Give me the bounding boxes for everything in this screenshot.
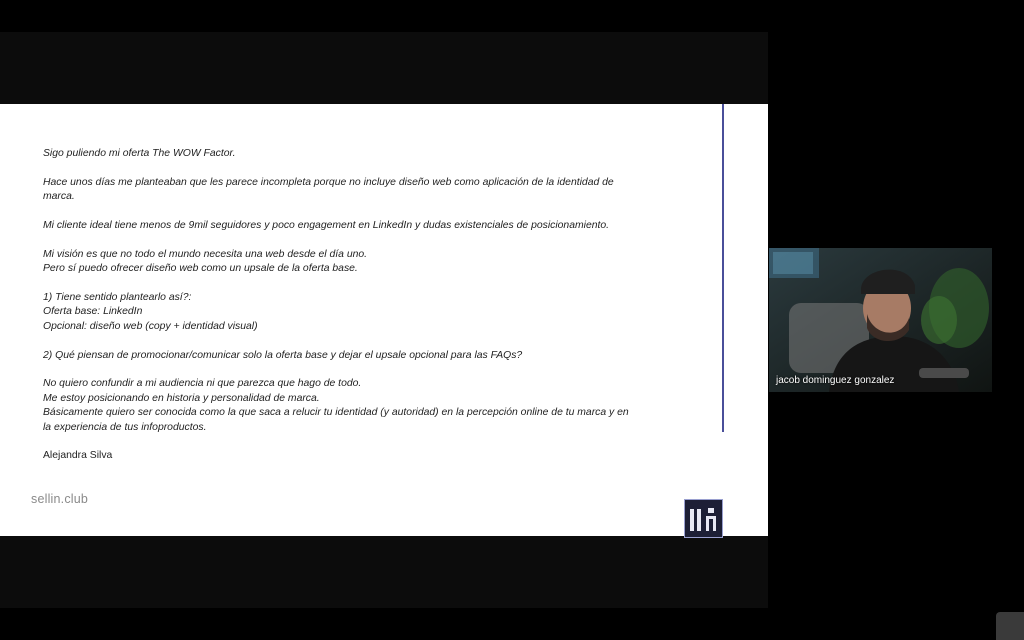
slide-text-line: Pero sí puedo ofrecer diseño web como un upsale de la oferta base. — [43, 263, 358, 275]
slide-paragraph — [43, 147, 693, 161]
slide-paragraph — [43, 248, 693, 277]
slide-text-line: No quiero confundir a mi audiencia ni que parezca que hago de todo. — [43, 378, 362, 390]
corner-control-button[interactable] — [996, 612, 1024, 640]
site-url: sellin.club — [31, 492, 89, 506]
slide-paragraph — [43, 176, 693, 205]
slide-paragraph — [43, 349, 693, 363]
slide-text-line: Opcional: diseño web (copy + identidad visual) — [43, 320, 258, 332]
slide-text-line: marca. — [43, 191, 75, 203]
participant-video-tile[interactable] — [769, 248, 992, 392]
slide-message — [43, 147, 693, 449]
slide-paragraph — [43, 291, 693, 334]
slide-accent-rule — [722, 104, 724, 432]
slide-text-line: Me estoy posicionando en historia y personalidad de marca. — [43, 392, 320, 404]
slide-text-line: Hace unos días me planteaban que les parece incompleta porque no incluye diseño web como aplicación de la identidad de — [43, 176, 614, 188]
slide-text-line: Mi visión es que no todo el mundo necesita una web desde el día uno. — [43, 248, 368, 260]
slide-text-line: 1) Tiene sentido plantearlo así?: — [43, 292, 192, 303]
slide-signature: Alejandra Silva — [43, 450, 113, 461]
slide-paragraph — [43, 377, 693, 435]
slide-text-line: Básicamente quiero ser conocida como la que saca a relucir tu identidad (y autoridad) en la percepción online de tu marca y en — [43, 407, 629, 419]
participant-video-frame — [769, 248, 992, 392]
slide-text-line: 2) Qué piensan de promocionar/comunicar solo la oferta base y dejar el upsale opcional para las FAQs? — [43, 349, 523, 361]
slide-text-line: Mi cliente ideal tiene menos de 9mil seguidores y poco engagement en LinkedIn y dudas existenciales de posicionamiento. — [43, 220, 610, 231]
brand-logo-icon — [684, 499, 723, 538]
slide-paragraph — [43, 219, 693, 233]
slide-text-line: Sigo puliendo mi oferta The WOW Factor. — [43, 148, 236, 159]
shared-slide — [0, 104, 768, 536]
slide-text-line: la experiencia de tus infoproductos. — [43, 421, 207, 433]
screen-share-area — [0, 32, 768, 608]
slide-text-line: Oferta base: LinkedIn — [43, 306, 143, 318]
participant-name-label: jacob dominguez gonzalez — [776, 375, 895, 386]
